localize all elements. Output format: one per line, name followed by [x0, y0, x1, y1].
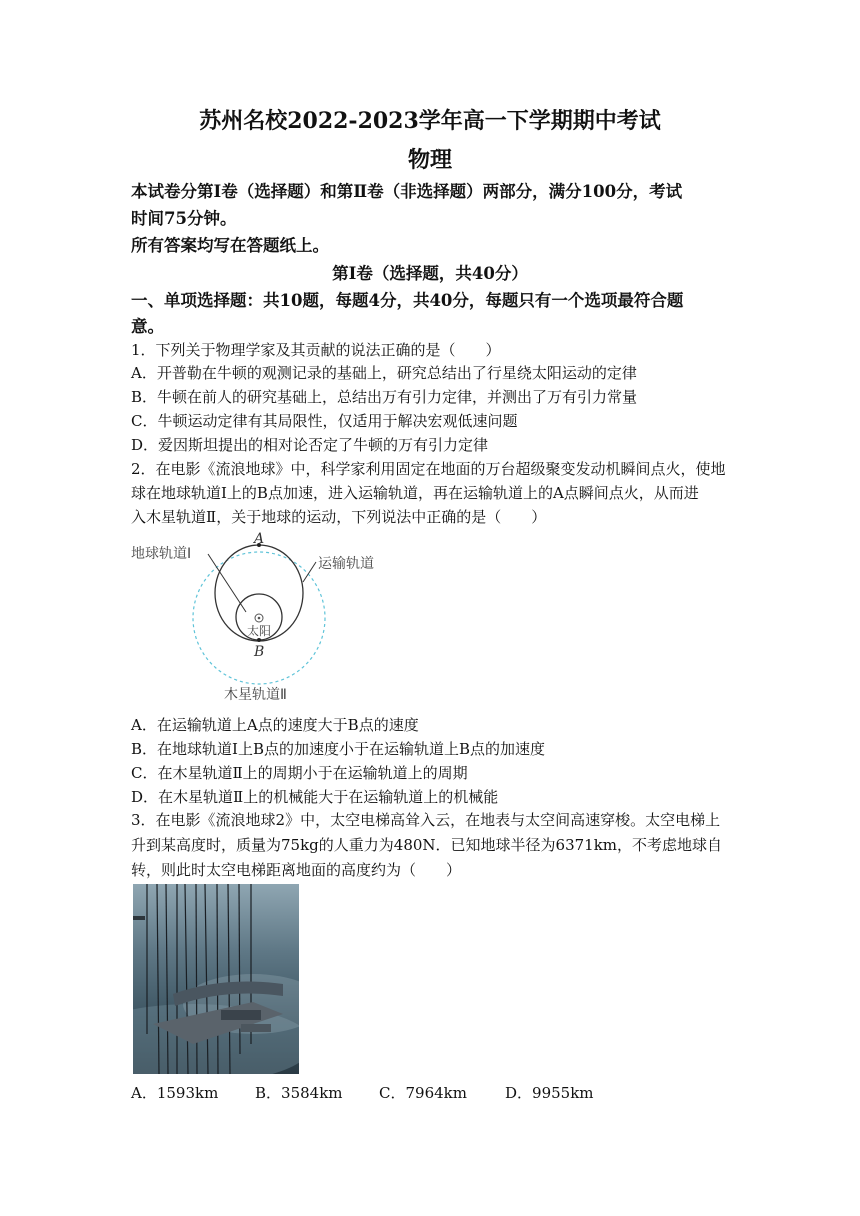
q1-option-a: A．开普勒在牛顿的观测记录的基础上，研究总结出了行星绕太阳运动的定律: [131, 364, 637, 382]
part-heading-line-1: 一、单项选择题：共10题，每题4分，共40分，每题只有一个选项最符合题: [131, 291, 684, 310]
q3-option-b: B．3584km: [255, 1084, 343, 1102]
instruction-line-1: 本试卷分第Ⅰ卷（选择题）和第Ⅱ卷（非选择题）两部分，满分100分，考试: [131, 182, 683, 201]
instruction-line-2: 时间75分钟。: [131, 209, 237, 228]
q2-stem-line-2: 球在地球轨道Ⅰ上的B点加速，进入运输轨道，再在运输轨道上的A点瞬间点火，从而进: [131, 484, 699, 502]
q1-stem: 1．下列关于物理学家及其贡献的说法正确的是（ ）: [131, 341, 501, 359]
q1-option-c: C．牛顿运动定律有其局限性，仅适用于解决宏观低速问题: [131, 412, 518, 430]
q2-option-a: A．在运输轨道上A点的速度大于B点的速度: [131, 716, 419, 734]
q3-option-c: C．7964km: [379, 1084, 467, 1102]
q2-option-c: C．在木星轨道Ⅱ上的周期小于在运输轨道上的周期: [131, 764, 468, 782]
q3-stem-line-3: 转，则此时太空电梯距离地面的高度约为（ ）: [131, 861, 462, 879]
exam-title: 苏州名校2022-2023学年高一下学期期中考试: [199, 108, 661, 134]
q2-stem-line-3: 入木星轨道Ⅱ，关于地球的运动，下列说法中正确的是（ ）: [131, 508, 547, 526]
sun-label: 太阳: [247, 624, 272, 638]
point-a-label: A: [254, 532, 265, 547]
q2-option-b: B．在地球轨道Ⅰ上B点的加速度小于在运输轨道上B点的加速度: [131, 740, 545, 758]
q1-option-d: D．爱因斯坦提出的相对论否定了牛顿的万有引力定律: [131, 436, 489, 454]
q3-stem-line-1: 3．在电影《流浪地球2》中，太空电梯高耸入云，在地表与太空间高速穿梭。太空电梯上: [131, 811, 721, 829]
q2-stem-line-1: 2．在电影《流浪地球》中，科学家利用固定在地面的万台超级聚变发动机瞬间点火，使地: [131, 460, 726, 478]
part-heading-line-2: 意。: [131, 317, 164, 336]
section-title: 第Ⅰ卷（选择题，共40分）: [332, 264, 528, 283]
transfer-orbit-label: 运输轨道: [318, 556, 374, 572]
point-b-dot: [257, 638, 261, 642]
jupiter-orbit-label: 木星轨道Ⅱ: [224, 687, 287, 703]
space-elevator-photo: [133, 884, 299, 1074]
point-b-label: B: [254, 644, 265, 660]
q3-stem-line-2: 升到某高度时，质量为75kg的人重力为480N．已知地球半径为6371km，不考虑地球自: [131, 836, 723, 854]
q3-option-a: A．1593km: [131, 1084, 219, 1102]
instruction-line-3: 所有答案均写在答题纸上。: [131, 236, 329, 255]
earth-orbit-label: 地球轨道Ⅰ: [131, 546, 192, 562]
q2-option-d: D．在木星轨道Ⅱ上的机械能大于在运输轨道上的机械能: [131, 788, 499, 806]
q1-option-b: B．牛顿在前人的研究基础上，总结出万有引力定律，并测出了万有引力常量: [131, 388, 638, 406]
subject-title: 物理: [407, 147, 452, 173]
q3-options: [131, 1082, 594, 1103]
orbit-diagram: [128, 532, 398, 710]
q3-option-d: D．9955km: [505, 1084, 594, 1102]
